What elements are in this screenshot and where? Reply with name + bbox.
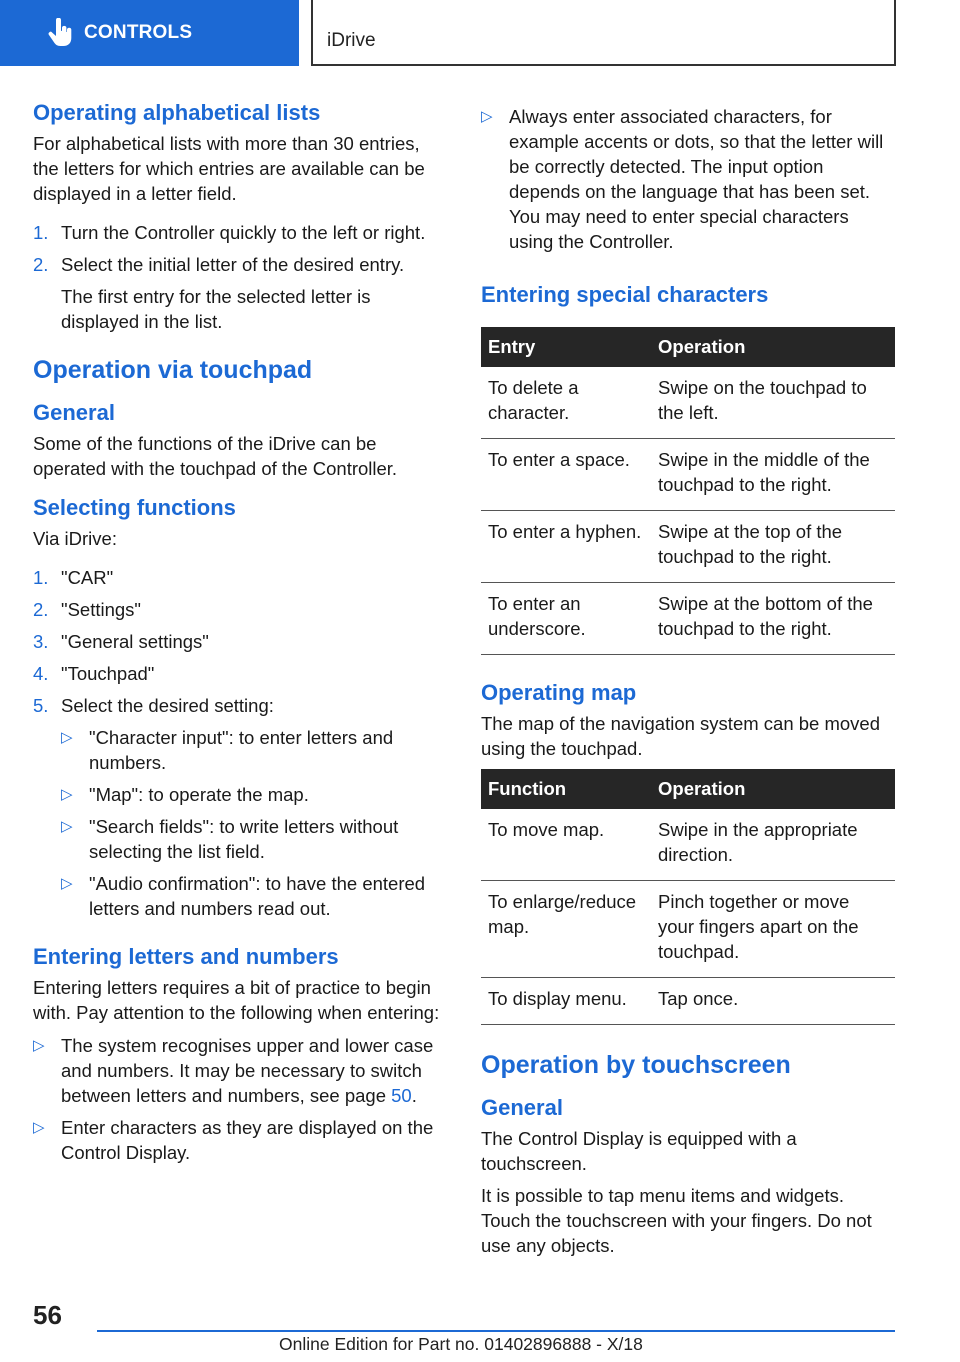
- step-text: "General settings": [61, 631, 209, 652]
- triangle-bullet-icon: ▷: [61, 818, 73, 835]
- hand-pointer-icon: [40, 13, 80, 53]
- special-chars-heading: Entering special characters: [481, 282, 769, 307]
- triangle-bullet-icon: ▷: [61, 875, 73, 892]
- touchscreen-heading: Operation by touchscreen: [481, 1051, 791, 1079]
- list-item: [33, 629, 447, 654]
- table-header-row: [481, 769, 895, 809]
- bullet-text: Enter characters as they are displayed on the Control Display.: [61, 1117, 434, 1163]
- alpha-steps-list: [33, 220, 447, 277]
- chapter-box: [311, 0, 896, 66]
- step-number: 4.: [33, 663, 49, 684]
- column-header: Entry: [481, 327, 651, 367]
- entering-heading: Entering letters and numbers: [33, 944, 339, 969]
- list-item: [481, 104, 895, 254]
- touchpad-heading: Operation via touchpad: [33, 356, 313, 384]
- table-header-row: [481, 327, 895, 367]
- step-text: "CAR": [61, 567, 114, 588]
- operating-map-text: The map of the navigation system can be moved using the touchpad.: [481, 713, 880, 759]
- table-cell: Pinch together or move your fingers apart on the touchpad.: [651, 881, 895, 978]
- list-item: [33, 597, 447, 622]
- right-column: [481, 98, 895, 1258]
- table-cell: To enter a hyphen.: [481, 511, 651, 583]
- list-item: [33, 693, 447, 718]
- page-link[interactable]: 50: [391, 1085, 412, 1106]
- step-text: Select the desired setting:: [61, 695, 274, 716]
- chapter-label: iDrive: [327, 30, 376, 51]
- triangle-bullet-icon: ▷: [61, 729, 73, 746]
- list-item: [61, 871, 447, 921]
- special-chars-table: [481, 327, 895, 655]
- list-item: [33, 661, 447, 686]
- alpha-lists-heading: Operating alphabetical lists: [33, 100, 321, 125]
- table-cell: Tap once.: [651, 978, 895, 1025]
- list-item: [33, 252, 447, 277]
- table-cell: To enter an underscore.: [481, 583, 651, 655]
- ts-general-heading: General: [481, 1095, 563, 1120]
- step-text: "Settings": [61, 599, 141, 620]
- step-text: Turn the Controller quickly to the left or right.: [61, 222, 426, 243]
- table-cell: Swipe in the appropriate direction.: [651, 809, 895, 881]
- table-row: [481, 583, 895, 655]
- triangle-bullet-icon: ▷: [481, 108, 493, 125]
- table-cell: To enlarge/reduce map.: [481, 881, 651, 978]
- step-number: 2.: [33, 599, 49, 620]
- entering-text: Entering letters requires a bit of practice to begin with. Pay attention to the following when entering:: [33, 977, 440, 1023]
- list-item: [33, 220, 447, 245]
- left-column: [33, 98, 447, 1165]
- general-text: Some of the functions of the iDrive can be operated with the touchpad of the Controller.: [33, 433, 398, 479]
- list-item: [61, 814, 447, 864]
- step-number: 5.: [33, 695, 49, 716]
- bullet-text-end: .: [411, 1085, 417, 1106]
- table-row: [481, 881, 895, 978]
- step-number: 3.: [33, 631, 49, 652]
- table-row: [481, 978, 895, 1025]
- bullet-text: "Character input": to enter letters and numbers.: [89, 727, 394, 773]
- table-cell: Swipe at the top of the touchpad to the right.: [651, 511, 895, 583]
- selecting-steps-list: [33, 565, 447, 718]
- section-tab[interactable]: [0, 0, 299, 66]
- page-header: [0, 0, 960, 66]
- map-table: [481, 769, 895, 1025]
- table-row: [481, 367, 895, 439]
- entering-bullet-list: [33, 1033, 447, 1165]
- table-row: [481, 511, 895, 583]
- edition-text: Online Edition for Part no. 01402896888 - X/18: [279, 1334, 643, 1354]
- footer-divider: [97, 1330, 895, 1332]
- selecting-intro: Via iDrive:: [33, 528, 117, 549]
- alpha-lists-text: For alphabetical lists with more than 30 entries, the letters for which entries are available can be displayed in a letter field.: [33, 133, 425, 204]
- list-item: [33, 1115, 447, 1165]
- triangle-bullet-icon: ▷: [33, 1037, 45, 1054]
- list-item: [33, 1033, 447, 1108]
- bullet-text: The system recognises upper and lower case and numbers. It may be necessary to switch between letters and numbers, see page: [61, 1035, 434, 1106]
- bullet-text: "Map": to operate the map.: [89, 784, 309, 805]
- triangle-bullet-icon: ▷: [33, 1119, 45, 1136]
- step-number: 1.: [33, 222, 49, 243]
- section-label: CONTROLS: [84, 22, 193, 43]
- table-cell: To enter a space.: [481, 439, 651, 511]
- table-cell: Swipe in the middle of the touchpad to the right.: [651, 439, 895, 511]
- general-heading: General: [33, 400, 115, 425]
- bullet-text: "Search fields": to write letters without selecting the list field.: [89, 816, 399, 862]
- top-bullet-list: [481, 104, 895, 254]
- step-number: 2.: [33, 254, 49, 275]
- column-header: Function: [481, 769, 651, 809]
- list-item: [61, 725, 447, 775]
- table-row: [481, 439, 895, 511]
- bullet-text: "Audio confirmation": to have the entered letters and numbers read out.: [89, 873, 426, 919]
- step-text: Select the initial letter of the desired entry.: [61, 254, 405, 275]
- ts-text-2: It is possible to tap menu items and widgets. Touch the touchscreen with your fingers. Do not use any objects.: [481, 1185, 872, 1256]
- triangle-bullet-icon: ▷: [61, 786, 73, 803]
- page-number: 56: [33, 1300, 62, 1330]
- list-item: [61, 782, 447, 807]
- table-cell: To display menu.: [481, 978, 651, 1025]
- table-row: [481, 809, 895, 881]
- column-header: Operation: [651, 327, 895, 367]
- table-cell: Swipe on the touchpad to the left.: [651, 367, 895, 439]
- step-number: 1.: [33, 567, 49, 588]
- step-text: "Touchpad": [61, 663, 155, 684]
- column-header: Operation: [651, 769, 895, 809]
- table-cell: To move map.: [481, 809, 651, 881]
- table-cell: To delete a character.: [481, 367, 651, 439]
- operating-map-heading: Operating map: [481, 680, 637, 705]
- ts-text-1: The Control Display is equipped with a touchscreen.: [481, 1128, 797, 1174]
- list-item: [33, 565, 447, 590]
- step-note: The first entry for the selected letter is displayed in the list.: [61, 286, 371, 332]
- bullet-text: Always enter associated characters, for example accents or dots, so that the letter will be correctly detected. The input option depends on the language that has been set. You may need to enter special characters using the Controller.: [509, 106, 884, 252]
- selecting-heading: Selecting functions: [33, 495, 236, 520]
- table-cell: Swipe at the bottom of the touchpad to the right.: [651, 583, 895, 655]
- settings-bullet-list: [33, 725, 447, 921]
